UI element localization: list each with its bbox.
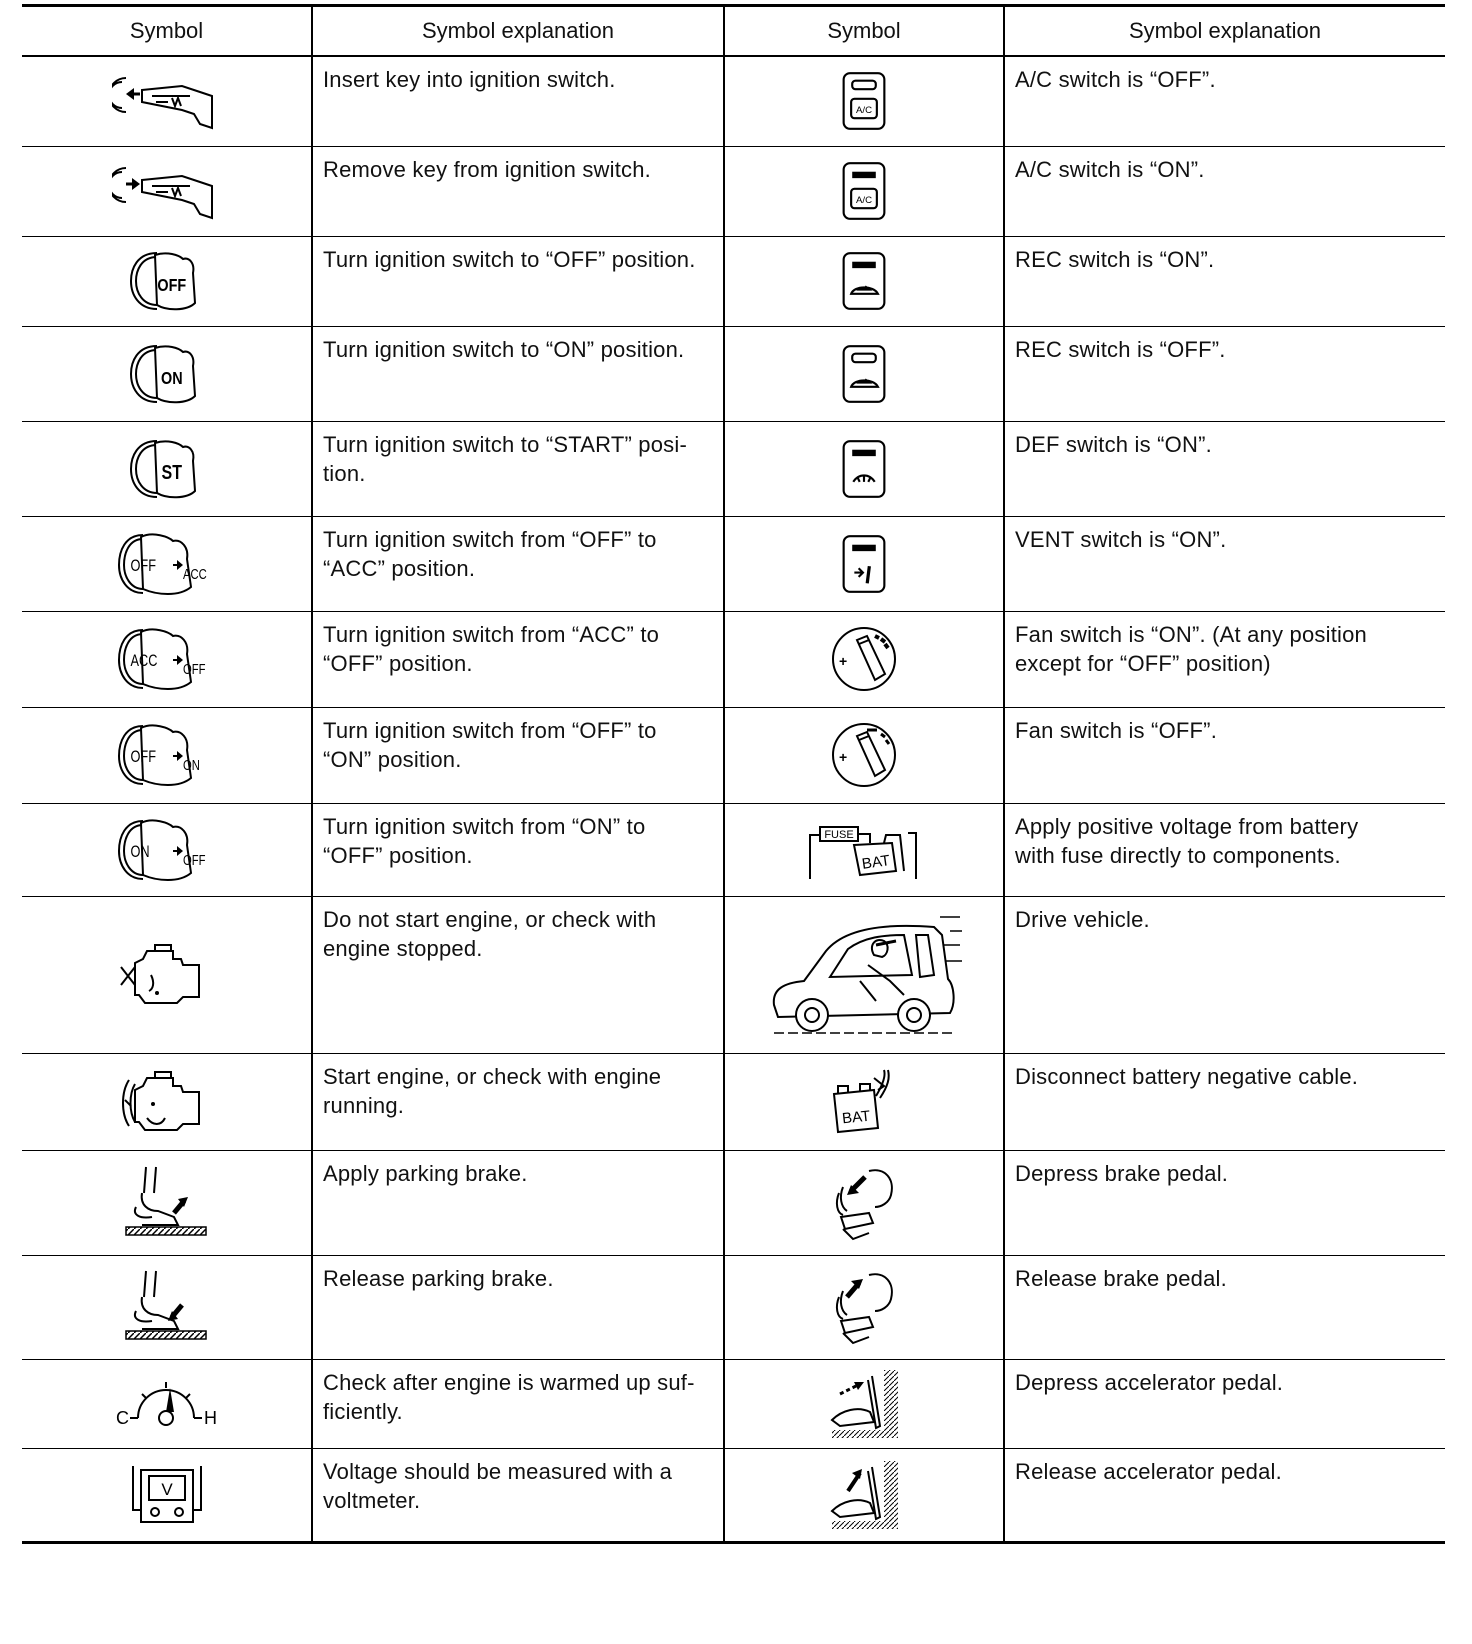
ac-switch-on-icon	[841, 182, 887, 206]
symbol-explanation-cell	[1004, 146, 1445, 236]
symbol-explanation-cell	[312, 1053, 724, 1150]
symbol-explanation-text: Release accelerator pedal.	[1015, 1458, 1282, 1484]
svg-text:ON: ON	[182, 756, 200, 774]
symbol-cell	[724, 326, 1004, 421]
symbol-explanation-cell	[312, 236, 724, 326]
table-row	[22, 421, 1445, 516]
svg-text:ON: ON	[130, 841, 150, 862]
svg-text:OFF: OFF	[182, 850, 205, 868]
symbol-explanation-text: Do not start engine, or check with engine stopped.	[323, 906, 657, 961]
symbol-cell	[22, 1359, 312, 1448]
svg-text:OFF: OFF	[182, 660, 205, 678]
symbol-explanation-text: Start engine, or check with engine running.	[323, 1063, 662, 1118]
symbol-explanation-cell	[312, 326, 724, 421]
symbol-explanation-text: Remove key from ignition switch.	[323, 156, 651, 182]
header-row	[22, 6, 1445, 57]
engine-running-icon	[117, 1093, 217, 1110]
depress-accelerator-icon	[824, 1395, 904, 1412]
table-row	[22, 803, 1445, 896]
vent-switch-on-icon	[841, 555, 887, 572]
symbol-explanation-text: Turn ignition switch to “START” posi- tion.	[323, 431, 687, 486]
release-parking-brake-icon	[122, 1298, 212, 1315]
symbol-explanation-text: Turn ignition switch to “OFF” position.	[323, 246, 696, 272]
symbol-explanation-cell	[1004, 803, 1445, 896]
svg-text:ACC: ACC	[130, 651, 157, 671]
remove-key-icon	[112, 182, 222, 199]
svg-text:FUSE: FUSE	[824, 828, 854, 841]
symbol-cell	[724, 896, 1004, 1053]
table-row	[22, 611, 1445, 707]
symbol-explanation-text: A/C switch is “OFF”.	[1015, 67, 1216, 92]
svg-text:V: V	[160, 1479, 173, 1499]
rec-switch-on-icon	[841, 272, 887, 289]
rec-switch-off-icon	[841, 365, 887, 382]
symbol-explanation-cell	[1004, 1150, 1445, 1255]
ignition-off-to-acc-icon	[117, 555, 217, 582]
ignition-on-icon	[127, 365, 207, 388]
release-brake-pedal-icon	[829, 1298, 899, 1315]
svg-text:A/C: A/C	[855, 194, 873, 206]
symbol-cell	[22, 236, 312, 326]
symbol-cell	[724, 803, 1004, 896]
symbol-explanation-text: Voltage should be measured with a voltmeter.	[323, 1458, 673, 1513]
symbol-explanation-text: Release parking brake.	[323, 1265, 554, 1291]
symbol-explanation-cell	[1004, 1255, 1445, 1359]
svg-text:+: +	[839, 653, 848, 669]
symbol-cell	[724, 707, 1004, 803]
svg-text:OFF: OFF	[156, 275, 186, 296]
ac-switch-off-icon	[841, 92, 887, 117]
symbol-explanation-cell	[312, 1150, 724, 1255]
release-accelerator-icon	[824, 1486, 904, 1503]
table-row	[22, 56, 1445, 146]
symbol-cell	[724, 1053, 1004, 1150]
symbol-cell	[724, 1255, 1004, 1359]
symbol-cell	[724, 1359, 1004, 1448]
symbol-cell	[22, 1053, 312, 1150]
symbol-cell	[22, 146, 312, 236]
symbol-explanation-cell	[1004, 421, 1445, 516]
insert-key-icon	[112, 92, 222, 109]
engine-stopped-icon	[117, 966, 217, 983]
symbol-cell	[22, 1255, 312, 1359]
header-symbol: Symbol	[22, 6, 312, 57]
symbol-explanation-text: Turn ignition switch from “ON” to “OFF” position.	[323, 813, 646, 868]
symbol-cell	[724, 146, 1004, 236]
symbol-cell	[22, 421, 312, 516]
engine-warm-gauge-icon	[112, 1395, 222, 1428]
symbol-explanation-text: Turn ignition switch to “ON” position.	[323, 336, 685, 362]
symbol-cell	[22, 1150, 312, 1255]
symbol-explanation-text: REC switch is “ON”.	[1015, 246, 1215, 272]
symbol-explanation-cell	[312, 146, 724, 236]
symbol-cell	[724, 236, 1004, 326]
symbol-explanation-text: A/C switch is “ON”.	[1015, 156, 1205, 182]
header-symbol-explanation: Symbol explanation	[1004, 6, 1445, 57]
table-row	[22, 1359, 1445, 1448]
symbol-explanation-text: REC switch is “OFF”.	[1015, 336, 1226, 362]
svg-text:A/C: A/C	[855, 105, 873, 117]
battery-fuse-icon	[804, 828, 924, 873]
symbol-explanation-cell	[312, 1359, 724, 1448]
symbol-explanation-cell	[1004, 1053, 1445, 1150]
symbol-explanation-cell	[312, 421, 724, 516]
ignition-off-to-on-icon	[117, 746, 217, 774]
symbol-explanation-cell	[312, 516, 724, 611]
symbol-explanation-cell	[312, 1448, 724, 1542]
symbol-explanation-cell	[1004, 1448, 1445, 1542]
symbol-explanation-text: Depress brake pedal.	[1015, 1160, 1229, 1186]
header-symbol: Symbol	[724, 6, 1004, 57]
symbol-explanation-text: Turn ignition switch from “ACC” to “OFF” position.	[323, 621, 660, 676]
svg-text:ST: ST	[161, 460, 182, 483]
symbol-explanation-text: Check after engine is warmed up suf- ficiently.	[323, 1369, 695, 1424]
symbol-cell	[724, 421, 1004, 516]
symbol-explanation-cell	[312, 803, 724, 896]
symbol-explanation-text: Fan switch is “ON”. (At any position except for “OFF” position)	[1015, 621, 1367, 676]
table-row	[22, 516, 1445, 611]
symbol-explanation-text: Fan switch is “OFF”.	[1015, 717, 1218, 743]
table-row	[22, 707, 1445, 803]
symbol-explanation-cell	[1004, 707, 1445, 803]
symbol-cell	[22, 56, 312, 146]
symbol-explanation-cell	[312, 707, 724, 803]
symbol-cell	[22, 803, 312, 896]
header-symbol-explanation: Symbol explanation	[312, 6, 724, 57]
voltmeter-icon	[127, 1479, 207, 1503]
table-row	[22, 326, 1445, 421]
symbol-cell	[22, 707, 312, 803]
symbol-explanation-text: Turn ignition switch from “OFF” to “ACC” position.	[323, 526, 657, 581]
ignition-on-to-off-icon	[117, 841, 217, 868]
svg-text:OFF: OFF	[130, 555, 156, 576]
table-row	[22, 896, 1445, 1053]
symbol-explanation-cell	[1004, 326, 1445, 421]
symbol-explanation-cell	[1004, 516, 1445, 611]
symbol-explanation-cell	[1004, 896, 1445, 1053]
symbol-cell	[22, 896, 312, 1053]
symbol-explanation-text: VENT switch is “ON”.	[1015, 526, 1227, 552]
symbol-explanation-text: Release brake pedal.	[1015, 1265, 1227, 1291]
table-row	[22, 1150, 1445, 1255]
symbol-cell	[724, 611, 1004, 707]
svg-text:OFF: OFF	[130, 747, 156, 767]
symbol-cell	[22, 326, 312, 421]
symbol-explanation-cell	[1004, 56, 1445, 146]
symbol-explanation-text: Depress accelerator pedal.	[1015, 1369, 1284, 1395]
symbol-explanation-text: Insert key into ignition switch.	[323, 67, 616, 92]
svg-text:BAT: BAT	[860, 851, 892, 873]
drive-vehicle-icon	[764, 966, 964, 983]
ignition-off-icon	[127, 272, 207, 296]
apply-parking-brake-icon	[122, 1194, 212, 1211]
table-row	[22, 1255, 1445, 1359]
fan-switch-on-icon	[829, 650, 899, 667]
symbol-explanation-text: Turn ignition switch from “OFF” to “ON” position.	[323, 717, 657, 772]
svg-text:+: +	[839, 749, 848, 765]
symbol-explanation-text: Drive vehicle.	[1015, 906, 1150, 932]
symbol-explanation-cell	[312, 1255, 724, 1359]
symbol-explanation-cell	[1004, 1359, 1445, 1448]
depress-brake-pedal-icon	[829, 1194, 899, 1211]
svg-text:BAT: BAT	[841, 1107, 871, 1127]
svg-text:H: H	[203, 1407, 217, 1428]
symbol-explanation-cell	[1004, 611, 1445, 707]
symbol-table	[22, 4, 1445, 1544]
symbol-explanation-cell	[312, 611, 724, 707]
symbol-cell	[724, 1448, 1004, 1542]
table-row	[22, 236, 1445, 326]
fan-switch-off-icon	[829, 746, 899, 763]
symbol-explanation-text: Apply positive voltage from battery with fuse directly to components.	[1015, 813, 1359, 868]
symbol-cell	[724, 516, 1004, 611]
ignition-start-icon	[127, 460, 207, 483]
table-row	[22, 146, 1445, 236]
symbol-cell	[22, 516, 312, 611]
symbol-cell	[22, 1448, 312, 1542]
ignition-acc-to-off-icon	[117, 650, 217, 678]
def-switch-on-icon	[841, 460, 887, 477]
svg-text:ON: ON	[160, 368, 183, 388]
svg-text:ACC: ACC	[182, 564, 207, 582]
symbol-cell	[724, 1150, 1004, 1255]
svg-text:C: C	[115, 1407, 129, 1428]
symbol-explanation-text: DEF switch is “ON”.	[1015, 431, 1212, 457]
table-row	[22, 1053, 1445, 1150]
symbol-explanation-cell	[312, 56, 724, 146]
symbol-explanation-text: Disconnect battery negative cable.	[1015, 1063, 1359, 1089]
symbol-explanation-cell	[312, 896, 724, 1053]
symbol-explanation-cell	[1004, 236, 1445, 326]
symbol-cell	[22, 611, 312, 707]
symbol-cell	[724, 56, 1004, 146]
table-row	[22, 1448, 1445, 1542]
battery-disconnect-icon	[824, 1093, 904, 1127]
symbol-explanation-text: Apply parking brake.	[323, 1160, 528, 1186]
